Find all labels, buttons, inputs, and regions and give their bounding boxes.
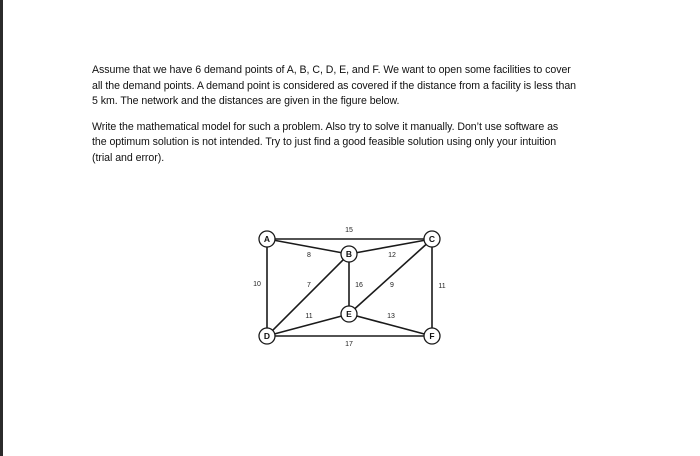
node-d [259,328,275,344]
node-c [424,231,440,247]
edge-b-c [357,240,424,252]
node-label: A [263,234,271,245]
text-line: all the demand points. A demand point is considered as covered if the distance from a facility is less than [92,79,577,92]
node-a [259,231,275,247]
node-f [424,328,440,344]
text-line: the optimum solution is not intended. Try to just find a good feasible solution using only your intuition [92,136,557,149]
text-line: Assume that we have 6 demand points of A, B, C, D, E, and F. We want to open some facilities to cover [92,64,571,76]
node-label: E [346,309,352,320]
edge-distance-label: 11 [305,313,313,320]
text-line: 5 km. The network and the distances are given in the figure below. [92,95,400,108]
text-line: (trial and error). [92,151,165,164]
node-label: D [263,331,271,342]
edge-distance-label: 11 [438,283,446,290]
edge-distance-label: 8 [307,252,311,259]
edge-distance-label: 13 [387,313,395,320]
node-e [341,306,357,322]
edge-distance-label: 15 [345,227,353,234]
edge-distance-label: 7 [307,282,311,289]
text-line: Write the mathematical model for such a problem. Also try to solve it manually. Don’t use software as [92,120,559,133]
edge-distance-label: 9 [390,282,394,289]
edge-distance-label: 16 [355,282,363,289]
edge-distance-label: 12 [388,252,396,259]
node-b [341,246,357,262]
node-label: B [345,249,353,260]
edge-distance-label: 10 [253,281,261,288]
node-label: C [428,234,436,245]
edge-distance-label: 17 [345,341,353,348]
node-label: F [429,331,435,342]
edge-a-b [275,240,341,252]
